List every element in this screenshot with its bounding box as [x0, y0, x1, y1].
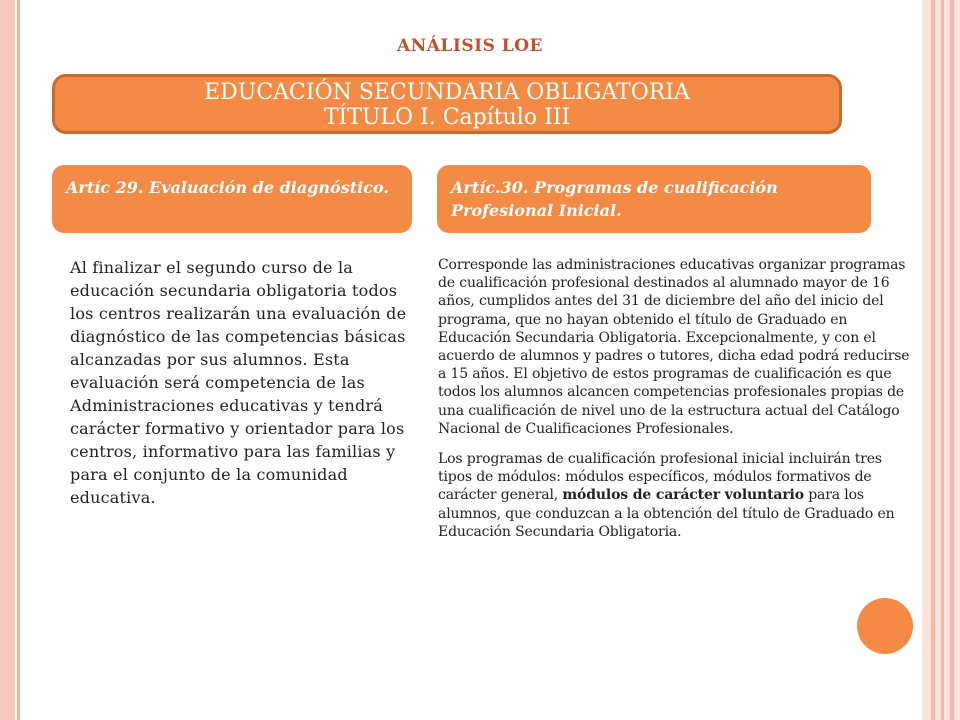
paragraph-2-start: Los programas de cualificación profesional inicial incluirán tres tipos de módulos: módulos específicos, módulos formativos de carácter general, — [438, 451, 882, 504]
paragraph-2-bold: módulos de carácter voluntario — [562, 487, 804, 504]
decorative-orange-circle — [857, 598, 913, 654]
left-frame-bar — [0, 0, 15, 720]
banner-line-2: TÍTULO I. Capítulo III — [323, 105, 571, 130]
slide-heading: ANÁLISIS LOE — [397, 36, 543, 56]
banner-line-1: EDUCACIÓN SECUNDARIA OBLIGATORIA — [204, 80, 690, 105]
article-30-title: Artíc.30. Programas de cualificación Profesional Inicial. — [437, 165, 871, 233]
title-banner — [52, 74, 842, 134]
right-frame-stripes — [922, 0, 960, 720]
left-frame-line — [17, 0, 20, 720]
article-29-body: Al finalizar el segundo curso de la educación secundaria obligatoria todos los centros realizarán una evaluación de diagnóstico de las competencias básicas alcanzadas por sus alumnos. Esta evaluación será competencia de las Administraciones educativas y tendrá carácter formativo y orientador para los centros, informativo para las familias y para el conjunto de la comunidad educativa. — [70, 258, 407, 507]
article-30-paragraph-2 — [438, 450, 916, 541]
paragraph-2-end: para los alumnos, que conduzcan a la obtención del título de Graduado en Educación Secundaria Obligatoria. — [438, 487, 895, 540]
article-30-paragraph-1: Corresponde las administraciones educativas organizar programas de cualificación profesional destinados al alumnado mayor de 16 años, cumplidos antes del 31 de diciembre del año del inicio del programa, que no hayan obtenido el título de Graduado en Educación Secundaria Obligatoria. Excepcionalmente, y con el acuerdo de alumnos y padres o tutores, dicha edad podrá reducirse a 15 años. El objetivo de estos programas de cualificación es que todos los alumnos alcancen competencias profesionales propias de una cualificación de nivel uno de la estructura actual del Catálogo Nacional de Cualificaciones Profesionales. — [438, 257, 910, 437]
article-30-body — [438, 256, 916, 541]
article-29-title: Artíc 29. Evaluación de diagnóstico. — [52, 165, 412, 233]
